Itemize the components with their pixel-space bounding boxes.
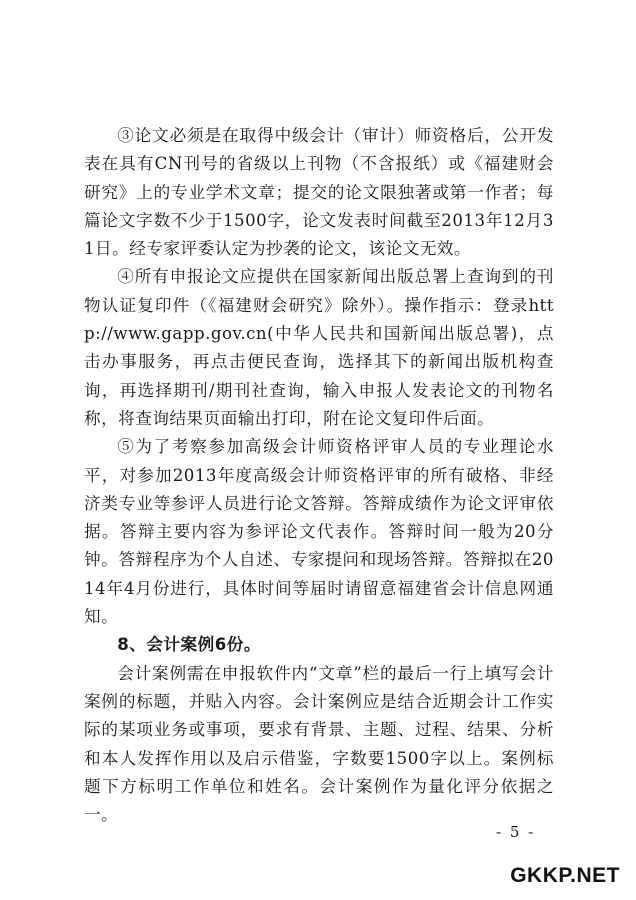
document-body (84, 122, 554, 829)
paragraph-item-5: ⑤为了考察参加高级会计师资格评审人员的专业理论水平，对参加2013年度高级会计师资格评审的所有破格、非经济类专业等参评人员进行论文答辩。答辩成绩作为论文评审依据。答辩主要内容为参评论文代表作。答辩时间一般为20分钟。答辩程序为个人自述、专家提问和现场答辩。答辩拟在2014年4月份进行，具体时间等届时请留意福建省会计信息网通知。 (84, 437, 554, 627)
page-number: - 5 - (496, 823, 536, 841)
watermark-text: GKKP.NET (510, 864, 620, 887)
section-paragraph: 会计案例需在申报软件内“文章”栏的最后一行上填写会计案例的标题，并贴入内容。会计案例应是结合近期会计工作实际的某项业务或事项，要求有背景、主题、过程、结果、分析和本人发挥作用以及启示借鉴，字数要1500字以上。案例标题下方标明工作单位和姓名。会计案例作为量化评分依据之一。 (84, 663, 554, 825)
section-heading: 8、会计案例6份。 (117, 635, 261, 655)
paragraph-item-3: ③论文必须是在取得中级会计（审计）师资格后，公开发表在具有CN刊号的省级以上刊物（不含报纸）或《福建财会研究》上的专业学术文章；提交的论文限独著或第一作者；每篇论文字数不少于1500字，论文发表时间截至2013年12月31日。经专家评委认定为抄袭的论文，该论文无效。 (84, 126, 554, 259)
paragraph-item-4: ④所有申报论文应提供在国家新闻出版总署上查询到的刊物认证复印件（《福建财会研究》除外）。操作指示：登录http://www.gapp.gov.cn(中华人民共和国新闻出版总署)，点击办事服务，再点击便民查询，选择其下的新闻出版机构查询，再选择期刊/期刊社查询，输入申报人发表论文的刊物名称，将查询结果页面输出打印，附在论文复印件后面。 (84, 267, 554, 428)
